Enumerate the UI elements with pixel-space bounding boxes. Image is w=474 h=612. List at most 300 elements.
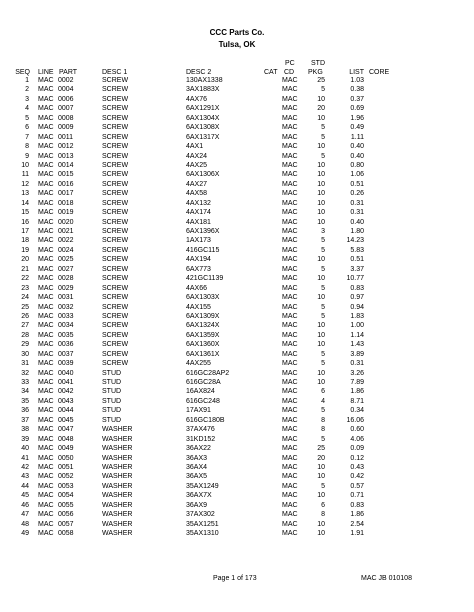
cell-seq: 46 [21,501,29,509]
cell-desc2: 4AX76 [186,95,208,103]
cell-pc-cd: MAC [282,256,298,264]
cell-desc2: 3AX1883X [186,86,220,94]
cell-list: 0.31 [350,360,364,368]
cell-seq: 11 [21,171,29,179]
cell-desc2: 616GC28A [186,379,221,386]
cell-part: 0019 [58,209,74,217]
cell-desc2: 421GC1139 [186,275,224,283]
cell-std-pkg: 10 [317,171,325,179]
cell-seq: 30 [21,350,29,358]
cell-desc2: 6AX1359X [186,331,220,339]
cell-std-pkg: 25 [317,445,325,453]
cell-line: MAC [38,322,54,330]
cell-pc-cd: MAC [282,445,298,453]
cell-desc2: 4AX174 [186,209,211,217]
cell-desc2: 6AX1308X [186,124,220,132]
cell-line: MAC [38,388,54,396]
cell-desc1: SCREW [102,95,129,103]
cell-line: MAC [38,143,54,151]
cell-std-pkg: 8 [321,426,325,434]
cell-seq: 42 [21,463,29,471]
cell-desc1: SCREW [102,77,129,84]
cell-seq: 8 [25,143,29,151]
cell-list: 0.26 [350,190,364,198]
cell-desc2: 6AX1396X [186,228,220,235]
cell-std-pkg: 5 [321,246,325,254]
cell-desc2: 35AX1310 [186,530,219,537]
cell-seq: 27 [21,322,29,330]
cell-line: MAC [38,426,54,434]
cell-std-pkg: 6 [321,501,325,509]
company-city: Tulsa, OK [218,40,256,49]
cell-pc-cd: MAC [282,482,298,490]
cell-part: 0035 [58,331,74,339]
cell-line: MAC [38,397,54,405]
cell-seq: 12 [21,180,29,188]
cell-seq: 45 [21,492,29,500]
table-row [0,520,474,529]
cell-line: MAC [38,350,54,358]
cell-desc1: WASHER [102,530,133,537]
cell-std-pkg: 10 [317,369,325,377]
cell-desc2: 4AX255 [186,360,211,368]
table-row [0,114,474,123]
cell-desc2: 36AX5 [186,473,208,481]
cell-desc1: STUD [102,416,122,424]
cell-line: MAC [38,445,54,453]
cell-desc1: WASHER [102,492,133,500]
table-row [0,331,474,340]
cell-seq: 29 [21,341,29,349]
cell-line: MAC [38,209,54,217]
cell-list: 0.42 [350,473,364,481]
cell-part: 0002 [58,77,74,84]
cell-std-pkg: 5 [321,284,325,292]
cell-pc-cd: MAC [282,520,298,528]
cell-line: MAC [38,360,54,368]
cell-pc-cd: MAC [282,190,298,198]
cell-line: MAC [38,114,54,122]
cell-std-pkg: 5 [321,265,325,273]
table-row [0,161,474,170]
cell-line: MAC [38,473,54,481]
cell-part: 0052 [58,473,74,481]
cell-desc2: 616GC28AP2 [186,369,230,377]
cell-line: MAC [38,463,54,471]
cell-line: MAC [38,454,54,462]
cell-std-pkg: 10 [317,463,325,471]
column-header-std: STD [311,60,325,67]
cell-pc-cd: MAC [282,180,298,188]
cell-desc2: 416GC115 [186,246,220,254]
cell-desc2: 6AX1303X [186,294,220,302]
cell-part: 0051 [58,463,74,471]
cell-seq: 43 [21,473,29,481]
table-row [0,482,474,491]
cell-desc1: STUD [102,407,122,415]
cell-line: MAC [38,77,54,84]
cell-line: MAC [38,379,54,386]
cell-list: 0.34 [350,407,364,415]
cell-part: 0055 [58,501,74,509]
cell-desc1: SCREW [102,152,129,160]
table-row [0,501,474,510]
cell-desc2: 36AX22 [186,445,211,453]
cell-desc2: 4AX181 [186,218,211,226]
table-row [0,218,474,227]
table-row [0,133,474,142]
cell-seq: 9 [25,152,29,160]
cell-list: 0.94 [350,303,364,311]
cell-part: 0043 [58,397,74,405]
cell-desc2: 4AX66 [186,284,208,292]
cell-seq: 2 [25,86,29,94]
cell-list: 0.83 [350,501,364,509]
cell-part: 0007 [58,105,74,113]
cell-pc-cd: MAC [282,312,298,320]
cell-pc-cd: MAC [282,152,298,160]
cell-pc-cd: MAC [282,209,298,217]
cell-desc1: WASHER [102,482,133,490]
cell-seq: 14 [21,199,29,207]
table-row [0,284,474,293]
cell-seq: 21 [21,265,29,273]
table-row [0,274,474,283]
cell-desc2: 6AX1317X [186,133,220,141]
cell-line: MAC [38,312,54,320]
cell-desc1: SCREW [102,114,129,122]
cell-seq: 32 [21,369,29,377]
cell-seq: 5 [25,114,29,122]
cell-list: 8.71 [350,397,364,405]
cell-pc-cd: MAC [282,397,298,405]
table-row [0,472,474,481]
cell-seq: 33 [21,379,29,386]
cell-std-pkg: 10 [317,520,325,528]
cell-pc-cd: MAC [282,284,298,292]
cell-line: MAC [38,152,54,160]
cell-desc1: SCREW [102,161,129,169]
column-header-desc1: DESC 1 [102,69,128,76]
cell-part: 0017 [58,190,74,198]
cell-line: MAC [38,407,54,415]
table-row [0,265,474,274]
cell-seq: 28 [21,331,29,339]
table-row [0,387,474,396]
cell-pc-cd: MAC [282,492,298,500]
cell-desc2: 36AX9 [186,501,208,509]
cell-line: MAC [38,265,54,273]
cell-std-pkg: 10 [317,473,325,481]
cell-desc1: SCREW [102,124,129,132]
cell-desc1: WASHER [102,520,133,528]
table-row [0,454,474,463]
cell-std-pkg: 5 [321,312,325,320]
cell-seq: 3 [25,95,29,103]
cell-desc1: SCREW [102,133,129,141]
cell-pc-cd: MAC [282,341,298,349]
column-header-cat: CAT [264,69,278,76]
cell-line: MAC [38,180,54,188]
cell-desc2: 130AX1338 [186,77,223,84]
parts-table-body [0,76,474,538]
cell-desc1: WASHER [102,463,133,471]
cell-desc2: 35AX1251 [186,520,219,528]
cell-pc-cd: MAC [282,416,298,424]
cell-part: 0022 [58,237,74,245]
cell-pc-cd: MAC [282,246,298,254]
table-row [0,142,474,151]
cell-desc1: STUD [102,369,122,377]
cell-desc1: SCREW [102,341,129,349]
cell-list: 0.40 [350,218,364,226]
cell-desc1: WASHER [102,473,133,481]
cell-part: 0039 [58,360,74,368]
cell-std-pkg: 8 [321,416,325,424]
cell-list: 0.51 [350,180,364,188]
cell-desc1: SCREW [102,265,129,273]
cell-list: 0.43 [350,463,364,471]
table-row [0,170,474,179]
cell-pc-cd: MAC [282,294,298,302]
cell-seq: 10 [21,161,29,169]
cell-part: 0053 [58,482,74,490]
cell-part: 0024 [58,246,74,254]
cell-part: 0029 [58,284,74,292]
cell-part: 0034 [58,322,74,330]
cell-std-pkg: 10 [317,492,325,500]
cell-desc1: SCREW [102,360,129,368]
cell-std-pkg: 10 [317,143,325,151]
cell-list: 5.83 [350,246,364,254]
cell-desc2: 35AX1249 [186,482,219,490]
cell-desc1: STUD [102,388,122,396]
cell-std-pkg: 10 [317,161,325,169]
cell-pc-cd: MAC [282,350,298,358]
cell-std-pkg: 10 [317,95,325,103]
table-row [0,340,474,349]
table-row [0,208,474,217]
cell-pc-cd: MAC [282,463,298,471]
cell-desc1: WASHER [102,445,133,453]
cell-list: 4.06 [350,435,364,443]
cell-desc1: WASHER [102,435,133,443]
cell-list: 1.06 [350,171,364,179]
cell-part: 0049 [58,445,74,453]
cell-list: 0.40 [350,143,364,151]
cell-line: MAC [38,105,54,113]
cell-std-pkg: 10 [317,190,325,198]
cell-desc2: 37AX302 [186,511,215,519]
table-row [0,406,474,415]
table-row [0,435,474,444]
table-row [0,529,474,538]
cell-pc-cd: MAC [282,303,298,311]
table-row [0,95,474,104]
table-row [0,189,474,198]
cell-list: 1.03 [350,77,364,84]
cell-line: MAC [38,256,54,264]
cell-pc-cd: MAC [282,275,298,283]
cell-part: 0048 [58,435,74,443]
cell-line: MAC [38,511,54,519]
cell-pc-cd: MAC [282,265,298,273]
cell-pc-cd: MAC [282,360,298,368]
table-row [0,425,474,434]
cell-desc1: SCREW [102,180,129,188]
cell-desc2: 616GC248 [186,397,220,405]
table-row [0,491,474,500]
cell-pc-cd: MAC [282,124,298,132]
cell-seq: 17 [21,228,29,235]
cell-line: MAC [38,501,54,509]
table-row [0,180,474,189]
cell-desc1: SCREW [102,143,129,151]
cell-part: 0031 [58,294,74,302]
cell-part: 0037 [58,350,74,358]
cell-seq: 47 [21,511,29,519]
cell-std-pkg: 5 [321,124,325,132]
cell-part: 0036 [58,341,74,349]
cell-std-pkg: 5 [321,407,325,415]
cell-desc1: SCREW [102,237,129,245]
cell-list: 1.83 [350,312,364,320]
cell-std-pkg: 4 [321,397,325,405]
cell-part: 0028 [58,275,74,283]
cell-part: 0009 [58,124,74,132]
cell-std-pkg: 5 [321,237,325,245]
cell-list: 0.40 [350,152,364,160]
table-row [0,510,474,519]
cell-desc1: WASHER [102,501,133,509]
cell-seq: 1 [25,77,29,84]
cell-part: 0027 [58,265,74,273]
cell-line: MAC [38,171,54,179]
cell-line: MAC [38,161,54,169]
cell-list: 1.91 [350,530,364,537]
cell-pc-cd: MAC [282,77,298,84]
cell-line: MAC [38,199,54,207]
cell-line: MAC [38,228,54,235]
cell-list: 1.11 [350,133,364,141]
cell-seq: 23 [21,284,29,292]
cell-desc1: SCREW [102,312,129,320]
cell-line: MAC [38,294,54,302]
cell-desc1: SCREW [102,303,129,311]
column-header-part: PART [59,69,78,76]
cell-std-pkg: 5 [321,360,325,368]
cell-std-pkg: 3 [321,228,325,235]
cell-std-pkg: 5 [321,435,325,443]
column-header-pkg: PKG [308,69,323,76]
table-row [0,199,474,208]
cell-part: 0041 [58,379,74,386]
cell-desc2: 6AX1361X [186,350,220,358]
cell-desc2: 616GC180B [186,416,225,424]
cell-desc2: 17AX91 [186,407,211,415]
cell-seq: 31 [21,360,29,368]
cell-desc2: 4AX132 [186,199,211,207]
cell-desc1: SCREW [102,209,129,217]
cell-list: 1.80 [350,228,364,235]
cell-seq: 7 [25,133,29,141]
cell-std-pkg: 6 [321,388,325,396]
cell-desc2: 6AX773 [186,265,211,273]
cell-desc1: SCREW [102,284,129,292]
cell-list: 0.97 [350,294,364,302]
cell-seq: 24 [21,294,29,302]
cell-std-pkg: 10 [317,294,325,302]
cell-line: MAC [38,95,54,103]
cell-seq: 4 [25,105,29,113]
cell-part: 0044 [58,407,74,415]
cell-seq: 36 [21,407,29,415]
cell-part: 0018 [58,199,74,207]
cell-pc-cd: MAC [282,171,298,179]
cell-seq: 13 [21,190,29,198]
cell-part: 0013 [58,152,74,160]
cell-pc-cd: MAC [282,199,298,207]
table-row [0,303,474,312]
column-header-seq: SEQ [15,69,30,76]
cell-seq: 15 [21,209,29,217]
cell-pc-cd: MAC [282,511,298,519]
cell-std-pkg: 10 [317,256,325,264]
cell-std-pkg: 8 [321,511,325,519]
cell-line: MAC [38,275,54,283]
cell-part: 0006 [58,95,74,103]
cell-std-pkg: 10 [317,114,325,122]
cell-part: 0042 [58,388,74,396]
cell-list: 0.83 [350,284,364,292]
cell-pc-cd: MAC [282,228,298,235]
cell-seq: 35 [21,397,29,405]
cell-line: MAC [38,218,54,226]
cell-part: 0058 [58,530,74,537]
cell-line: MAC [38,416,54,424]
cell-list: 0.60 [350,426,364,434]
cell-desc2: 36AX7X [186,492,212,500]
table-row [0,246,474,255]
cell-pc-cd: MAC [282,218,298,226]
cell-desc2: 4AX58 [186,190,208,198]
cell-desc2: 16AX824 [186,388,215,396]
cell-pc-cd: MAC [282,454,298,462]
cell-pc-cd: MAC [282,388,298,396]
cell-std-pkg: 5 [321,303,325,311]
cell-part: 0047 [58,426,74,434]
cell-std-pkg: 5 [321,133,325,141]
column-header-pc: PC [285,60,295,67]
table-row [0,76,474,85]
cell-part: 0015 [58,171,74,179]
cell-seq: 34 [21,388,29,396]
cell-line: MAC [38,284,54,292]
cell-seq: 38 [21,426,29,434]
table-row [0,293,474,302]
cell-desc2: 6AX1360X [186,341,220,349]
cell-line: MAC [38,520,54,528]
cell-line: MAC [38,133,54,141]
cell-desc1: SCREW [102,105,129,113]
cell-pc-cd: MAC [282,105,298,113]
table-row [0,312,474,321]
cell-desc1: SCREW [102,350,129,358]
cell-std-pkg: 5 [321,86,325,94]
cell-seq: 48 [21,520,29,528]
cell-list: 14.23 [346,237,364,245]
cell-list: 0.38 [350,86,364,94]
